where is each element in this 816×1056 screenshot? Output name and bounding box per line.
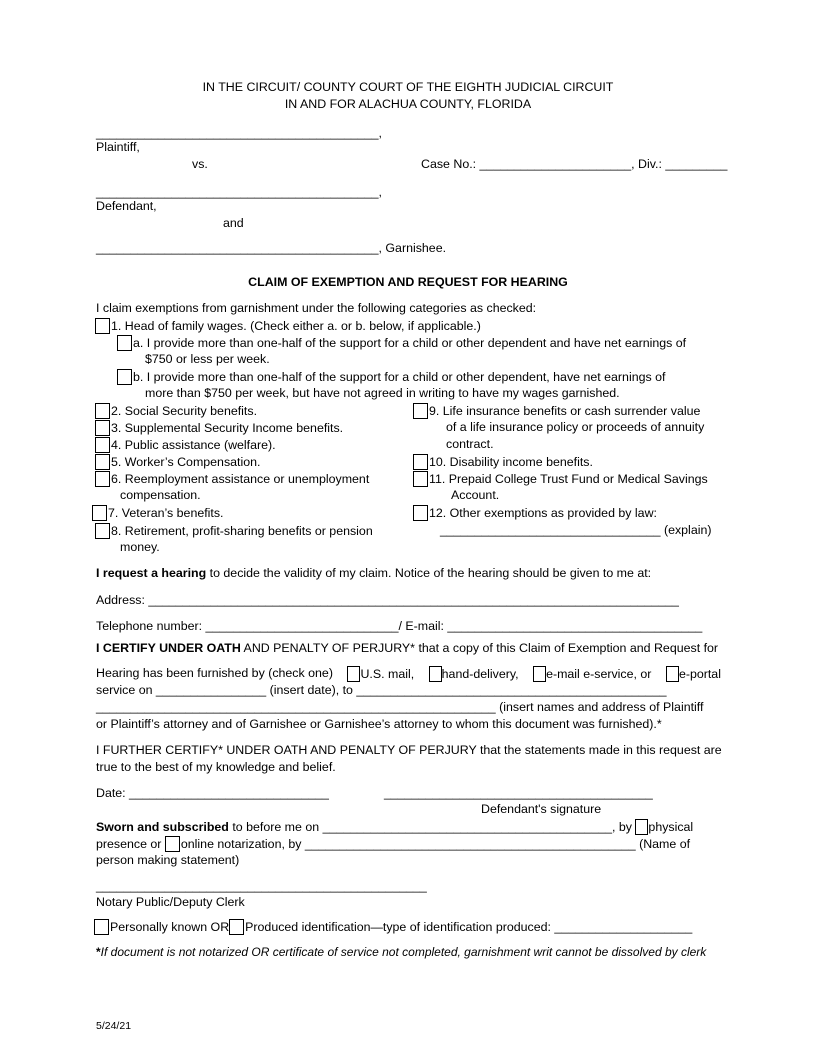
item-8-label: 8. Retirement, profit-sharing benefits or pension bbox=[111, 524, 373, 538]
item-1b-row bbox=[117, 369, 665, 385]
presence-or-label: presence or bbox=[96, 837, 162, 851]
sworn-line3: person making statement) bbox=[96, 853, 240, 867]
online-notarization-checkbox[interactable] bbox=[165, 836, 180, 852]
item-12-explain-field[interactable]: ________________________________ (explain) bbox=[440, 523, 712, 537]
plaintiff-blank: _________________________________________, bbox=[96, 126, 382, 140]
item-1-row bbox=[95, 318, 481, 334]
further-certify-line1: I FURTHER CERTIFY* UNDER OATH AND PENALTY OF PERJURY that the statements made in this request are bbox=[96, 743, 722, 757]
eportal-checkbox[interactable] bbox=[666, 666, 679, 682]
service-date-field[interactable]: service on ________________ (insert date), to _____________________________________________ bbox=[96, 683, 667, 697]
sworn-line2 bbox=[96, 836, 690, 852]
item-11-label: 11. Prepaid College Trust Fund or Medical Savings bbox=[429, 472, 708, 486]
hearing-request-text: to decide the validity of my claim. Notice of the hearing should be given to me at: bbox=[206, 566, 652, 580]
item-7-row bbox=[92, 505, 224, 521]
us-mail-checkbox[interactable] bbox=[347, 666, 360, 682]
address-field[interactable]: Address: _____________________________________________________________________________ bbox=[96, 593, 679, 607]
item-11-label-cont: Account. bbox=[451, 488, 500, 502]
item-1a-label: a. I provide more than one-half of the support for a child or other dependent and have net earnings of bbox=[133, 336, 687, 350]
defendant-signature-line[interactable]: _______________________________________ bbox=[384, 786, 653, 800]
item-5-label: 5. Worker’s Compensation. bbox=[111, 455, 261, 469]
physical-presence-checkbox[interactable] bbox=[635, 819, 648, 835]
service-option-email bbox=[533, 666, 651, 682]
eportal-label: e-portal bbox=[678, 667, 721, 681]
and-label: and bbox=[223, 216, 244, 230]
item-1-checkbox[interactable] bbox=[95, 318, 110, 334]
item-4-label: 4. Public assistance (welfare). bbox=[111, 438, 276, 452]
personally-known-checkbox[interactable] bbox=[94, 919, 109, 935]
versus-label: vs. bbox=[192, 157, 208, 171]
item-4-checkbox[interactable] bbox=[95, 437, 110, 453]
item-4-row bbox=[95, 437, 276, 453]
item-12-row bbox=[413, 505, 657, 521]
personally-known-label: Personally known OR bbox=[110, 920, 230, 934]
hearing-request-bold: I request a hearing bbox=[96, 566, 207, 580]
plaintiff-label: Plaintiff, bbox=[96, 140, 140, 154]
item-6-row bbox=[95, 471, 369, 487]
item-3-checkbox[interactable] bbox=[95, 420, 110, 436]
further-certify-line2: true to the best of my knowledge and belief. bbox=[96, 760, 336, 774]
service-method-row bbox=[96, 666, 721, 682]
garnishee-line: _________________________________________, Garnishee. bbox=[96, 241, 447, 255]
item-9-row bbox=[413, 403, 700, 419]
item-11-checkbox[interactable] bbox=[413, 471, 428, 487]
item-9-label: 9. Life insurance benefits or cash surrender value bbox=[429, 404, 701, 418]
court-header-line1: IN THE CIRCUIT/ COUNTY COURT OF THE EIGHTH JUDICIAL CIRCUIT bbox=[202, 80, 614, 94]
notary-label: Notary Public/Deputy Clerk bbox=[96, 895, 245, 909]
notary-signature-line[interactable]: ________________________________________________ bbox=[96, 879, 427, 893]
item-1a-label-cont: $750 or less per week. bbox=[145, 352, 270, 366]
item-2-label: 2. Social Security benefits. bbox=[111, 404, 258, 418]
court-header-line2: IN AND FOR ALACHUA COUNTY, FLORIDA bbox=[284, 97, 532, 111]
item-6-label: 6. Reemployment assistance or unemployment bbox=[111, 472, 370, 486]
item-8-row bbox=[95, 523, 373, 539]
sworn-text: to before me on __________________________________________, by bbox=[228, 820, 632, 834]
identification-row bbox=[94, 919, 692, 935]
hearing-request bbox=[96, 566, 651, 581]
item-7-label: 7. Veteran’s benefits. bbox=[108, 506, 224, 520]
item-10-checkbox[interactable] bbox=[413, 454, 428, 470]
date-field[interactable]: Date: _____________________________ bbox=[96, 786, 329, 800]
service-option-portal bbox=[666, 666, 721, 682]
defendant-signature-label: Defendant's signature bbox=[481, 802, 602, 816]
sworn-bold: Sworn and subscribed bbox=[96, 820, 229, 834]
item-8-label-cont: money. bbox=[120, 540, 160, 554]
form-title: CLAIM OF EXEMPTION AND REQUEST FOR HEARING bbox=[248, 275, 568, 289]
case-number-field: Case No.: ______________________, Div.: _________ bbox=[421, 157, 728, 171]
item-1-label: 1. Head of family wages. (Check either a. or b. below, if applicable.) bbox=[111, 319, 481, 333]
item-3-label: 3. Supplemental Security Income benefits. bbox=[111, 421, 344, 435]
certify-text: AND PENALTY OF PERJURY* that a copy of this Claim of Exemption and Request for bbox=[240, 641, 719, 655]
service-option-mail bbox=[347, 666, 414, 682]
defendant-blank: _________________________________________, bbox=[96, 185, 382, 199]
service-method-prompt: Hearing has been furnished by (check one) bbox=[96, 666, 333, 680]
telephone-email-field[interactable]: Telephone number: ____________________________/ E-mail: _____________________________________ bbox=[96, 619, 703, 633]
item-1b-label-cont: more than $750 per week, but have not agreed in writing to have my wages garnished. bbox=[145, 386, 620, 400]
item-7-checkbox[interactable] bbox=[92, 505, 107, 521]
footnote-text: If document is not notarized OR certificate of service not completed, garnishment writ cannot be dissolved by clerk bbox=[100, 945, 707, 959]
hand-delivery-checkbox[interactable] bbox=[429, 666, 442, 682]
item-12-label: 12. Other exemptions as provided by law: bbox=[429, 506, 657, 520]
item-9-label-cont: of a life insurance policy or proceeds of annuity bbox=[446, 420, 705, 434]
produced-id-label: Produced identification—type of identification produced: ____________________ bbox=[245, 920, 693, 934]
item-6-checkbox[interactable] bbox=[95, 471, 110, 487]
item-2-row bbox=[95, 403, 257, 419]
item-1b-label: b. I provide more than one-half of the support for a child or other dependent, have net earnings of bbox=[133, 370, 666, 384]
item-12-checkbox[interactable] bbox=[413, 505, 428, 521]
item-10-label: 10. Disability income benefits. bbox=[429, 455, 593, 469]
email-eservice-checkbox[interactable] bbox=[533, 666, 546, 682]
footnote bbox=[96, 945, 706, 960]
service-option-hand bbox=[429, 666, 519, 682]
item-1a-row bbox=[117, 335, 686, 351]
item-5-checkbox[interactable] bbox=[95, 454, 110, 470]
us-mail-label: U.S. mail, bbox=[360, 667, 415, 681]
footnote-star: * bbox=[96, 945, 101, 959]
defendant-label: Defendant, bbox=[96, 199, 157, 213]
item-6-label-cont: compensation. bbox=[120, 488, 201, 502]
item-9-label-cont2: contract. bbox=[446, 437, 494, 451]
item-1a-checkbox[interactable] bbox=[117, 335, 132, 351]
item-8-checkbox[interactable] bbox=[95, 523, 110, 539]
hand-delivery-label: hand-delivery, bbox=[441, 667, 519, 681]
item-5-row bbox=[95, 454, 260, 470]
certify-bold: I CERTIFY UNDER OATH bbox=[96, 641, 241, 655]
item-2-checkbox[interactable] bbox=[95, 403, 110, 419]
revision-date: 5/24/21 bbox=[96, 1020, 132, 1032]
item-1b-checkbox[interactable] bbox=[117, 369, 132, 385]
item-9-checkbox[interactable] bbox=[413, 403, 428, 419]
email-eservice-label: e-mail e-service, or bbox=[546, 667, 652, 681]
online-notarization-label: online notarization, by ________________________________________________ (Name of bbox=[180, 837, 691, 851]
sworn-line1 bbox=[96, 819, 693, 835]
service-names-field[interactable]: __________________________________________________________ (insert names and address of Plaintiff bbox=[96, 700, 704, 714]
item-10-row bbox=[413, 454, 593, 470]
service-names-note: or Plaintiff’s attorney and of Garnishee or Garnishee’s attorney to whom this document was furnished).* bbox=[96, 717, 662, 731]
produced-id-checkbox[interactable] bbox=[229, 919, 244, 935]
certify-line1 bbox=[96, 641, 718, 656]
item-11-row bbox=[413, 471, 708, 487]
item-3-row bbox=[95, 420, 343, 436]
exemptions-intro: I claim exemptions from garnishment under the following categories as checked: bbox=[96, 301, 537, 315]
physical-label: physical bbox=[648, 820, 694, 834]
